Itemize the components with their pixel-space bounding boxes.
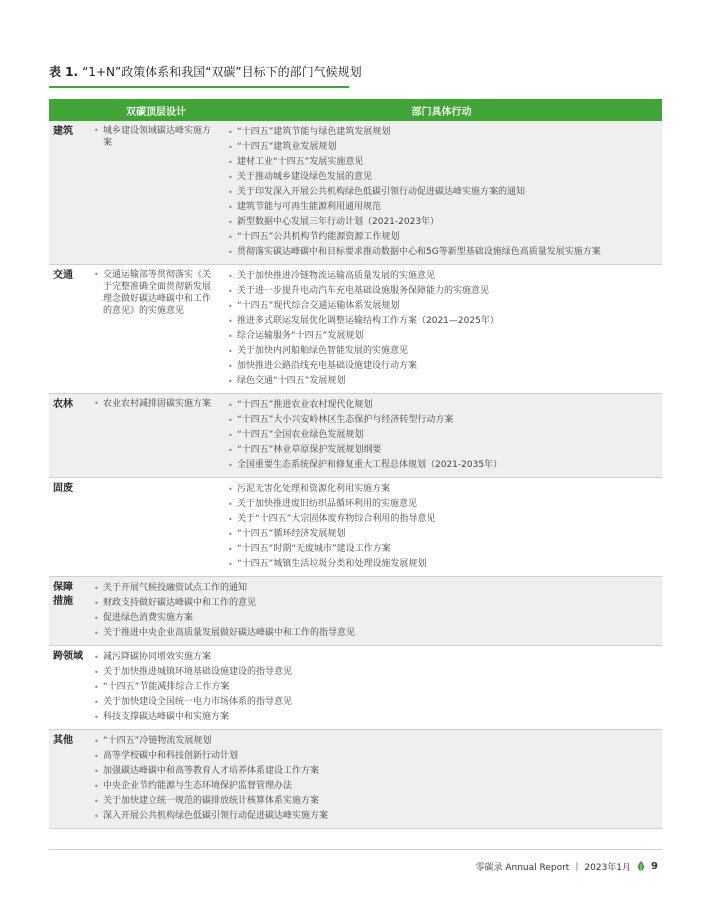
list-item: • 交通运输部等贯彻落实《关于完整准确全面贯彻新发展理念做好碳达峰碳中和工作的意见》的实施意见	[93, 269, 221, 317]
list-item: • 绿色交通“十四五”发展规划	[227, 374, 662, 389]
policy-table	[49, 99, 662, 829]
list-item: • 中央企业节约能源与生态环境保护监督管理办法	[93, 779, 662, 794]
list-item: • 关于“十四五”大宗固体废弃物综合利用的指导意见	[227, 512, 662, 527]
list-item: • “十四五”全国农业绿色发展规划	[227, 428, 662, 443]
table-caption	[49, 62, 649, 82]
list-item: • 污泥无害化处理和资源化利用实施方案	[227, 482, 662, 497]
list-item: • 财政支持做好碳达峰碳中和工作的意见	[93, 596, 662, 611]
list-item: • “十四五”推进农业农村现代化规划	[227, 398, 662, 413]
list-item: • “十四五”城镇生活垃圾分类和处理设施发展规划	[227, 557, 662, 572]
page-number: 9	[651, 861, 658, 872]
row-category: 其他	[49, 730, 91, 829]
table-caption-label: 表 1.	[49, 65, 79, 79]
row-policies	[91, 730, 662, 829]
list-item: • “十四五”节能减排综合工作方案	[93, 680, 662, 695]
list-item: • 高等学校碳中和科技创新行动计划	[93, 749, 662, 764]
table-row	[49, 577, 662, 646]
row-category: 固废	[49, 478, 91, 577]
list-item: • 综合运输服务“十四五”发展规划	[227, 329, 662, 344]
table-row	[49, 394, 662, 478]
list-item: • 关于加快推进废旧纺织品循环利用的实施意见	[227, 497, 662, 512]
list-item: • 关于推动城乡建设绿色发展的意见	[227, 170, 662, 185]
list-item: • 关于开展气候投融资试点工作的通知	[93, 581, 662, 596]
list-item: • “十四五”公共机构节约能源资源工作规划	[227, 230, 662, 245]
list-item: • 关于加快建立统一规范的碳排放统计核算体系实施方案	[93, 794, 662, 809]
list-item: • “十四五”时期“无废城市”建设工作方案	[227, 542, 662, 557]
policy-list	[93, 581, 662, 641]
list-item: • 推进多式联运发展优化调整运输结构工作方案（2021—2025年）	[227, 314, 662, 329]
row-category: 交通	[49, 265, 91, 394]
list-item: • 关于加快推进冷链物流运输高质量发展的实施意见	[227, 269, 662, 284]
list-item: • 关于印发深入开展公共机构绿色低碳引领行动促进碳达峰实施方案的通知	[227, 185, 662, 200]
list-item: • “十四五”大小兴安岭林区生态保护与经济转型行动方案	[227, 413, 662, 428]
list-item: • 加快推进公路沿线充电基础设施建设行动方案	[227, 359, 662, 374]
policy-list	[227, 398, 662, 473]
row-category: 保障措施	[49, 577, 91, 646]
list-item: • 促进绿色消费实施方案	[93, 611, 662, 626]
list-item: • “十四五”建筑节能与绿色建筑发展规划	[227, 125, 662, 140]
row-actions	[221, 394, 662, 478]
row-design	[91, 121, 221, 265]
table-row	[49, 646, 662, 730]
row-category: 农林	[49, 394, 91, 478]
header-actions: 部门具体行动	[221, 99, 662, 121]
footer-separator: |	[575, 861, 579, 872]
row-actions	[221, 265, 662, 394]
footer-date: 2023年1月	[584, 863, 632, 873]
table-header-row	[49, 99, 662, 121]
list-item: • “十四五”循环经济发展规划	[227, 527, 662, 542]
list-item: • “十四五”现代综合交通运输体系发展规划	[227, 299, 662, 314]
table-body	[49, 121, 662, 829]
list-item: • 关于加快建设全国统一电力市场体系的指导意见	[93, 695, 662, 710]
page-footer	[476, 860, 659, 873]
policy-list	[227, 482, 662, 572]
footer-divider	[49, 849, 662, 850]
list-item: • 科技支撑碳达峰碳中和实施方案	[93, 710, 662, 725]
row-policies	[91, 646, 662, 730]
row-design	[91, 265, 221, 394]
leaf-icon	[637, 861, 645, 872]
table-row	[49, 730, 662, 829]
list-item: • 贯彻落实碳达峰碳中和目标要求推动数据中心和5G等新型基础设施绿色高质量发展实施方案	[227, 245, 662, 260]
list-item: • 减污降碳协同增效实施方案	[93, 650, 662, 665]
list-item: • 新型数据中心发展三年行动计划（2021-2023年）	[227, 215, 662, 230]
policy-list	[93, 650, 662, 725]
policy-list	[93, 125, 221, 149]
table-row	[49, 265, 662, 394]
policy-list	[93, 734, 662, 824]
list-item: • 建筑节能与可再生能源利用通用规范	[227, 200, 662, 215]
caption-underline	[49, 86, 349, 88]
list-item: • 加强碳达峰碳中和高等教育人才培养体系建设工作方案	[93, 764, 662, 779]
list-item: • 建材工业“十四五”发展实施意见	[227, 155, 662, 170]
row-design	[91, 478, 221, 577]
list-item: • 关于进一步提升电动汽车充电基础设施服务保障能力的实施意见	[227, 284, 662, 299]
policy-list	[93, 398, 221, 410]
row-design	[91, 394, 221, 478]
header-blank	[49, 99, 91, 121]
list-item: • “十四五”林业草原保护发展规划纲要	[227, 443, 662, 458]
list-item: • 农业农村减排固碳实施方案	[93, 398, 221, 410]
list-item: • 深入开展公共机构绿色低碳引领行动促进碳达峰实施方案	[93, 809, 662, 824]
table-caption-title: “1+N”政策体系和我国“双碳”目标下的部门气候规划	[82, 65, 362, 79]
table-row	[49, 478, 662, 577]
list-item: • “十四五”冷链物流发展规划	[93, 734, 662, 749]
row-category: 跨领域	[49, 646, 91, 730]
policy-list	[93, 269, 221, 317]
row-policies	[91, 577, 662, 646]
list-item: • 关于加快内河船舶绿色智能发展的实施意见	[227, 344, 662, 359]
footer-brand: 零碳录 Annual Report	[475, 863, 570, 873]
row-actions	[221, 478, 662, 577]
policy-list	[227, 125, 662, 260]
row-actions	[221, 121, 662, 265]
policy-list	[227, 269, 662, 389]
list-item: • 城乡建设领域碳达峰实施方案	[93, 125, 221, 149]
list-item: • 全国重要生态系统保护和修复重大工程总体规划（2021-2035年）	[227, 458, 662, 473]
header-design: 双碳顶层设计	[91, 99, 221, 121]
table-row	[49, 121, 662, 265]
list-item: • 关于加快推进城镇环境基础设施建设的指导意见	[93, 665, 662, 680]
row-category: 建筑	[49, 121, 91, 265]
list-item: • “十四五”建筑业发展规划	[227, 140, 662, 155]
list-item: • 关于推进中央企业高质量发展做好碳达峰碳中和工作的指导意见	[93, 626, 662, 641]
